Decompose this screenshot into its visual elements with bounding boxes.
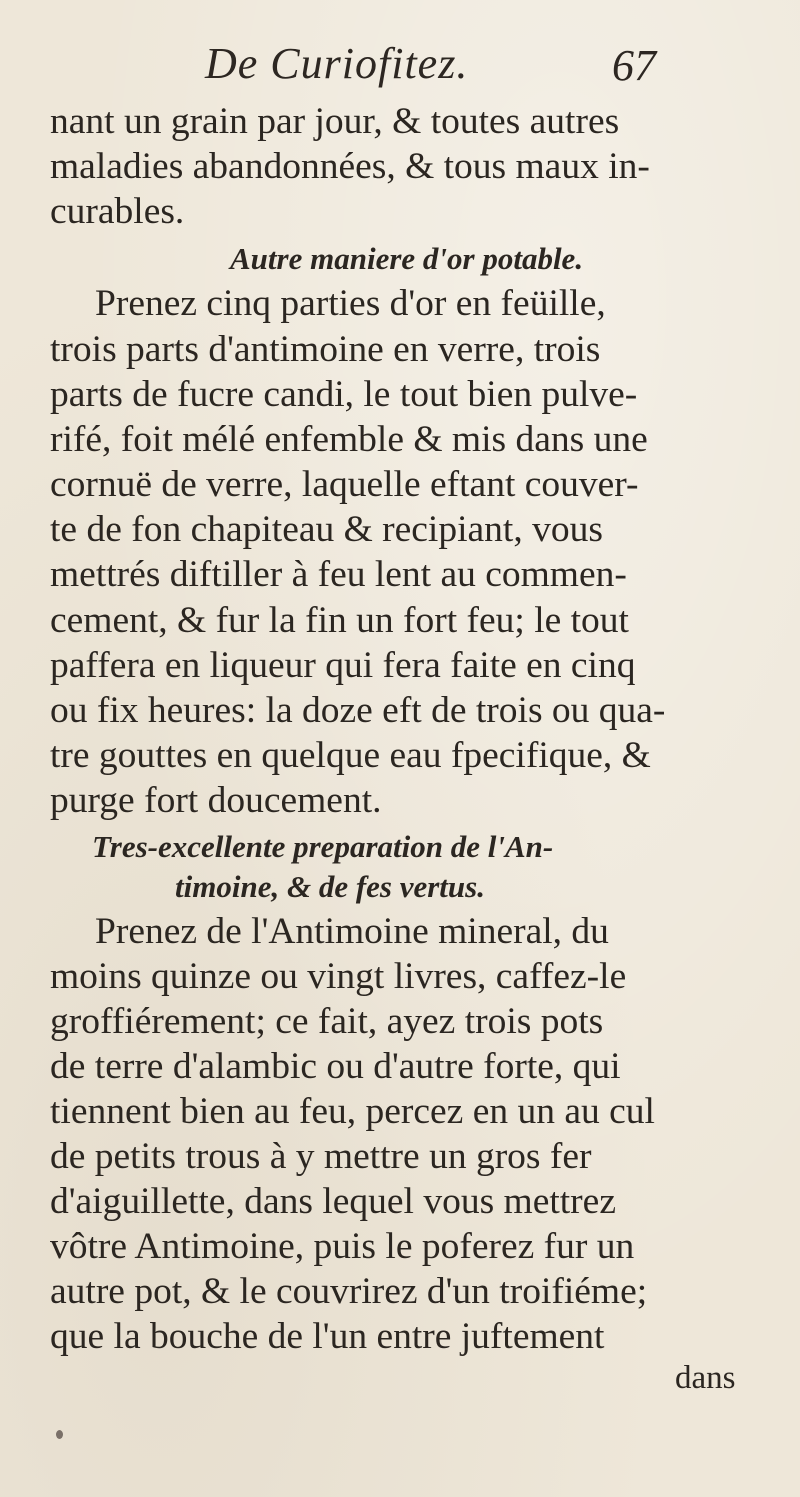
text-line: de terre d'alambic ou d'autre forte, qui: [50, 1046, 621, 1087]
text-line: de petits trous à y mettre un gros fer: [50, 1136, 592, 1177]
text-line: Prenez cinq parties d'or en feüille,: [95, 283, 606, 324]
text-line: que la bouche de l'un entre juftement: [50, 1316, 605, 1357]
text-line: d'aiguillette, dans lequel vous mettrez: [50, 1181, 616, 1222]
text-line: rifé, foit mélé enfemble & mis dans une: [50, 419, 648, 460]
text-line: curables.: [50, 191, 185, 232]
text-line: Prenez de l'Antimoine mineral, du: [95, 911, 609, 952]
section-heading: Tres-excellente preparation de l'An-: [92, 829, 554, 864]
text-line: maladies abandonnées, & tous maux in-: [50, 146, 650, 187]
text-line: trois parts d'antimoine en verre, trois: [50, 329, 601, 370]
text-line: cornuë de verre, laquelle eftant couver-: [50, 464, 639, 505]
text-line: tiennent bien au feu, percez en un au cul: [50, 1091, 655, 1132]
section-heading: Autre maniere d'or potable.: [230, 241, 584, 276]
text-line: moins quinze ou vingt livres, caffez-le: [50, 956, 627, 997]
text-line: autre pot, & le couvrirez d'un troifiéme;: [50, 1271, 648, 1312]
running-title: De Curiofitez.: [205, 39, 469, 88]
text-line: cement, & fur la fin un fort feu; le tout: [50, 600, 629, 641]
text-line: groffiérement; ce fait, ayez trois pots: [50, 1001, 604, 1042]
section-heading: timoine, & de fes vertus.: [175, 869, 485, 904]
text-line: purge fort doucement.: [50, 780, 382, 821]
running-head: [0, 38, 800, 98]
catchword: dans: [675, 1360, 736, 1396]
text-line: te de fon chapiteau & recipiant, vous: [50, 509, 603, 550]
text-line: nant un grain par jour, & toutes autres: [50, 101, 620, 142]
text-line: mettrés diftiller à feu lent au commen-: [50, 554, 627, 595]
text-line: ou fix heures: la doze eft de trois ou qua-: [50, 690, 666, 731]
ink-speck: [56, 1430, 63, 1439]
text-line: vôtre Antimoine, puis le poferez fur un: [50, 1226, 635, 1267]
page-number: 67: [612, 41, 656, 90]
text-line: paffera en liqueur qui fera faite en cinq: [50, 645, 636, 686]
text-line: parts de fucre candi, le tout bien pulve-: [50, 374, 638, 415]
text-line: tre gouttes en quelque eau fpecifique, &: [50, 735, 651, 776]
